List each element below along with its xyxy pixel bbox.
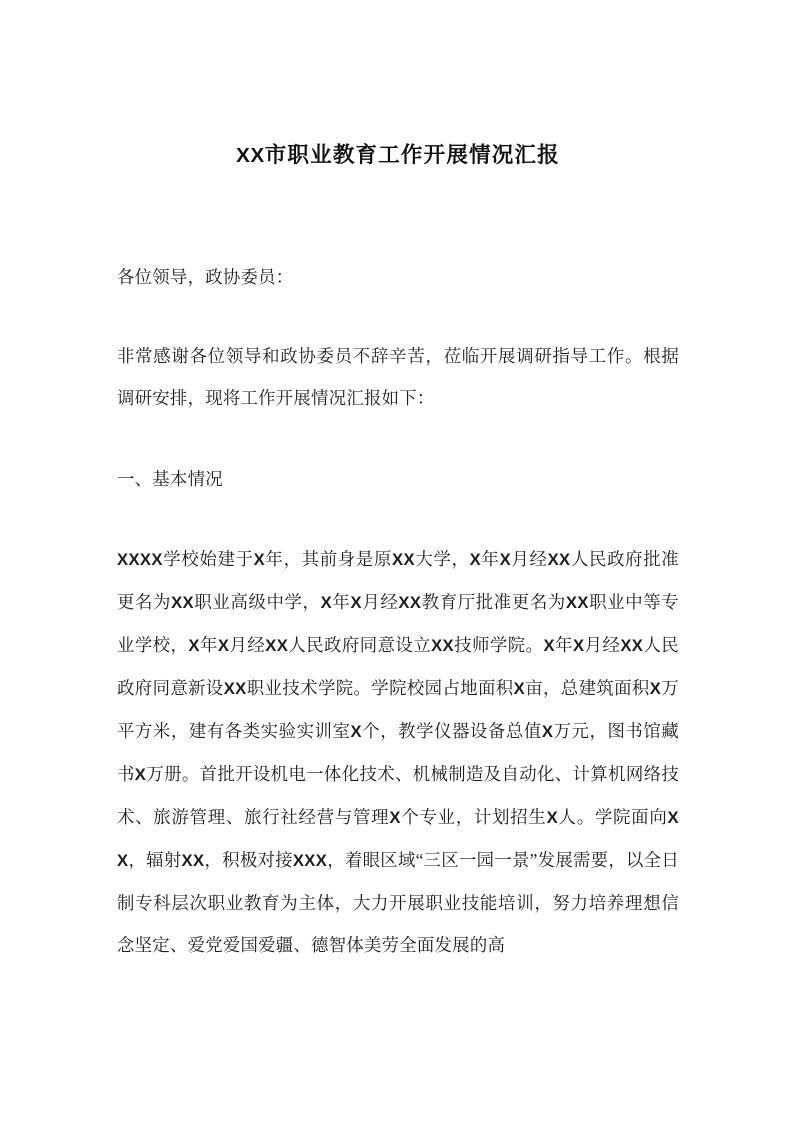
section-1-body-paragraph: XXXX学校始建于X年，其前身是原XX大学，X年X月经XX人民政府批准更名为XX职业高级中学，X年X月经XX教育厅批准更名为XX职业中等专业学校，X年X月经XX人民政府同意设立XX技师学院。X年X月经XX人民政府同意新设XX职业技术学院。学院校园占地面积X亩，总建筑面积X万平方米，建有各类实验实训室X个，教学仪器设备总值X万元，图书馆藏书X万册。首批开设机电一体化技术、机械制造及自动化、计算机网络技术、旅游管理、旅行社经营与管理X个专业，计划招生X人。学院面向XX，辐射XX，积极对接XXX，着眼区域“三区一园一景”发展需要，以全日制专科层次职业教育为主体，大力开展职业技能培训，努力培养理想信念坚定、爱党爱国爱疆、德智体美劳全面发展的高 [117,549,679,956]
placeholder-token: X [469,550,482,570]
placeholder-token: XX [181,851,205,871]
placeholder-token: X [389,808,401,828]
placeholder-token: XXXX [117,550,163,570]
placeholder-token: XX [117,808,679,871]
placeholder-token: X [543,636,555,656]
placeholder-token: XX [398,593,422,613]
placeholder-token: X [134,765,147,785]
placeholder-token: X [350,722,362,742]
placeholder-token: X [253,550,266,570]
placeholder-token: XX [265,636,289,656]
placeholder-token: X [320,593,333,613]
placeholder-token: XX [547,550,571,570]
introduction-paragraph: 非常感谢各位领导和政协委员不辞辛苦，莅临开展调研指导工作。根据调研安排，现将工作开展情况汇报如下： [117,346,679,409]
placeholder-token: X [546,808,559,828]
placeholder-token: XX [236,144,265,168]
placeholder-token: XX [392,550,415,570]
placeholder-token: X [217,636,230,656]
placeholder-token: X [513,679,526,699]
placeholder-token: XXX [292,851,328,871]
placeholder-token: XX [223,679,247,699]
placeholder-token: XX [620,636,644,656]
placeholder-token: XX [171,593,195,613]
placeholder-token: X [541,722,554,742]
placeholder-token: XX [431,636,455,656]
page-title: XX市职业教育工作开展情况汇报 [236,143,560,168]
placeholder-token: X [499,550,512,570]
placeholder-token: XX [565,593,589,613]
placeholder-token: X [350,593,362,613]
section-heading-basic-situation: 一、基本情况 [117,469,223,490]
placeholder-token: X [188,636,200,656]
salutation-paragraph: 各位领导，政协委员： [117,267,294,288]
placeholder-token: X [572,636,585,656]
placeholder-token: X [649,679,662,699]
